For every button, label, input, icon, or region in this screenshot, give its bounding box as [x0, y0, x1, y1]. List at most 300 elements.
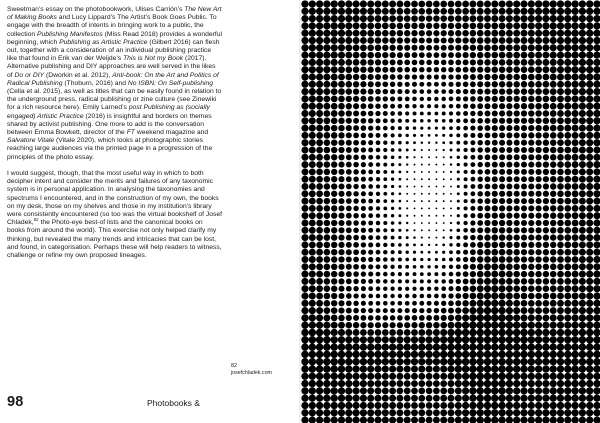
halftone-dot [464, 177, 468, 181]
halftone-dot [433, 1, 440, 8]
halftone-dot [361, 125, 367, 131]
halftone-dot [564, 227, 571, 234]
halftone-dot [352, 416, 359, 423]
halftone-dot [309, 66, 316, 73]
halftone-dot [456, 126, 460, 130]
halftone-dot [579, 190, 586, 197]
halftone-dot [324, 132, 331, 139]
halftone-dot [360, 402, 367, 409]
halftone-dot [586, 15, 593, 22]
halftone-dot [572, 220, 579, 227]
halftone-dot [579, 183, 586, 190]
halftone-dot [470, 52, 476, 58]
halftone-dot [361, 294, 366, 299]
halftone-dot [316, 242, 323, 249]
halftone-dot [382, 387, 389, 394]
halftone-dot [412, 89, 417, 94]
halftone-dot [323, 402, 330, 409]
halftone-dot [455, 409, 462, 416]
halftone-dot [396, 336, 403, 343]
halftone-dot [579, 263, 586, 270]
halftone-dot [419, 52, 425, 58]
halftone-dot [368, 199, 373, 204]
halftone-dot [484, 205, 490, 211]
halftone-dot [418, 343, 425, 350]
halftone-dot [360, 81, 366, 87]
halftone-dot [528, 191, 534, 197]
halftone-dot [301, 241, 308, 248]
halftone-dot [316, 117, 323, 124]
halftone-dot [382, 358, 389, 365]
halftone-dot [331, 205, 337, 211]
halftone-dot [550, 205, 556, 211]
halftone-dot [462, 37, 468, 43]
halftone-dot [564, 198, 571, 205]
halftone-dot [485, 140, 491, 146]
halftone-dot [593, 95, 600, 102]
halftone-dot [550, 358, 557, 365]
halftone-dot [367, 52, 374, 59]
halftone-dot [434, 60, 440, 66]
halftone-dot [521, 169, 527, 175]
halftone-dot [528, 285, 534, 291]
halftone-dot [593, 336, 600, 343]
halftone-dot [543, 300, 550, 307]
halftone-dot [405, 250, 408, 253]
halftone-dot [376, 221, 380, 225]
halftone-dot [520, 395, 527, 402]
halftone-dot [514, 213, 520, 219]
halftone-dot [499, 242, 506, 249]
halftone-dot [338, 59, 345, 66]
halftone-dot [330, 343, 338, 351]
halftone-dot [390, 287, 394, 291]
halftone-dot [469, 409, 476, 416]
halftone-dot [324, 285, 331, 292]
halftone-dot [339, 293, 345, 299]
halftone-dot [323, 395, 330, 402]
halftone-dot [557, 402, 564, 409]
halftone-dot [571, 402, 578, 409]
halftone-dot [542, 387, 549, 394]
halftone-dot [398, 119, 402, 123]
halftone-dot [391, 192, 394, 195]
halftone-dot [418, 336, 425, 343]
halftone-dot [338, 271, 344, 277]
halftone-dot [564, 234, 571, 241]
halftone-dot [448, 8, 455, 15]
halftone-dot [323, 343, 331, 351]
halftone-dot [506, 66, 513, 73]
text-run: weekend magazine and [134, 129, 209, 137]
halftone-dot [470, 148, 475, 153]
halftone-dot [477, 37, 484, 44]
halftone-dot [564, 154, 571, 161]
halftone-dot [572, 176, 579, 183]
halftone-dot [513, 351, 521, 359]
halftone-dot [338, 110, 344, 116]
halftone-dot [435, 251, 438, 254]
halftone-dot [520, 402, 527, 409]
halftone-dot [521, 44, 528, 51]
halftone-dot [593, 307, 600, 314]
halftone-dot [426, 37, 432, 43]
halftone-dot [399, 178, 402, 181]
halftone-dot [360, 74, 366, 80]
halftone-dot [528, 293, 535, 300]
halftone-dot [353, 206, 358, 211]
halftone-dot [593, 8, 600, 15]
halftone-dot [492, 125, 498, 131]
halftone-dot [528, 74, 535, 81]
halftone-dot [338, 329, 345, 336]
halftone-dot [309, 88, 316, 95]
halftone-dot [579, 351, 587, 359]
halftone-dot [586, 30, 593, 37]
halftone-dot [331, 234, 337, 240]
halftone-dot [346, 286, 352, 292]
halftone-dot [338, 37, 345, 44]
halftone-dot [397, 59, 403, 65]
halftone-dot [301, 44, 308, 51]
halftone-dot [421, 244, 424, 247]
halftone-dot [309, 220, 316, 227]
halftone-dot [338, 242, 344, 248]
halftone-dot [331, 176, 337, 182]
halftone-dot [368, 191, 373, 196]
halftone-dot [579, 66, 586, 73]
halftone-dot [491, 394, 498, 401]
halftone-dot [345, 59, 352, 66]
halftone-dot [550, 37, 557, 44]
halftone-dot [442, 104, 446, 108]
halftone-dot [309, 358, 317, 366]
halftone-dot [462, 373, 469, 380]
halftone-dot [535, 37, 542, 44]
halftone-dot [506, 321, 514, 329]
halftone-dot [398, 287, 402, 291]
halftone-dot [331, 139, 337, 145]
halftone-dot [491, 292, 498, 299]
halftone-dot [361, 184, 366, 189]
halftone-dot [535, 103, 541, 109]
halftone-dot [396, 387, 403, 394]
halftone-dot [316, 322, 323, 329]
halftone-dot [412, 60, 418, 66]
halftone-dot [338, 74, 345, 81]
halftone-dot [368, 301, 373, 306]
halftone-dot [316, 285, 323, 292]
halftone-dot [513, 15, 520, 22]
halftone-dot [323, 380, 330, 387]
halftone-dot [374, 336, 381, 343]
halftone-dot [521, 52, 528, 59]
halftone-dot [352, 0, 359, 7]
halftone-dot [309, 249, 316, 256]
halftone-dot [301, 329, 309, 337]
halftone-dot [404, 351, 411, 358]
halftone-dot [593, 59, 600, 66]
halftone-dot [543, 118, 550, 125]
halftone-dot [477, 409, 484, 416]
halftone-dot [345, 15, 352, 22]
halftone-dot [418, 358, 425, 365]
halftone-dot [579, 88, 586, 95]
halftone-dot [550, 15, 557, 22]
halftone-dot [476, 321, 484, 329]
halftone-dot [353, 301, 358, 306]
halftone-dot [316, 44, 323, 51]
halftone-dot [383, 177, 387, 181]
halftone-dot [564, 205, 571, 212]
halftone-dot [346, 125, 352, 131]
halftone-dot [492, 162, 498, 168]
halftone-dot [353, 264, 359, 270]
halftone-dot [324, 205, 331, 212]
halftone-dot [375, 67, 381, 73]
halftone-dot [374, 0, 381, 7]
halftone-dot [528, 329, 535, 336]
halftone-dot [593, 358, 600, 365]
halftone-dot [477, 227, 483, 233]
halftone-dot [492, 220, 498, 226]
halftone-dot [456, 89, 461, 94]
halftone-dot [476, 380, 484, 388]
halftone-dot [367, 8, 374, 15]
halftone-dot [301, 219, 308, 226]
halftone-dot [316, 409, 323, 416]
halftone-dot [528, 103, 534, 109]
halftone-dot [426, 365, 433, 372]
halftone-dot [309, 329, 317, 337]
halftone-dot [331, 402, 338, 409]
halftone-dot [418, 351, 425, 358]
halftone-dot [374, 365, 381, 372]
halftone-dot [441, 308, 447, 314]
halftone-dot [469, 329, 477, 337]
italic-title: No ISBN: On Self-publishing [127, 79, 214, 87]
halftone-dot [564, 88, 571, 95]
halftone-dot [557, 351, 564, 358]
halftone-dot [514, 140, 520, 146]
halftone-dot [543, 161, 549, 167]
halftone-dot [345, 44, 352, 51]
halftone-dot [506, 205, 512, 211]
halftone-dot [564, 95, 571, 102]
halftone-dot [375, 387, 382, 394]
halftone-dot [579, 365, 586, 372]
sidenote-url: josefchladek.com [231, 369, 272, 376]
halftone-dot [586, 351, 594, 359]
halftone-dot [433, 45, 439, 51]
halftone-dot [498, 351, 506, 359]
halftone-dot [375, 45, 382, 52]
halftone-dot [564, 336, 571, 343]
halftone-dot [535, 307, 542, 314]
halftone-dot [383, 279, 388, 284]
halftone-dot [572, 161, 579, 168]
halftone-dot [542, 0, 549, 7]
halftone-dot [316, 183, 323, 190]
halftone-dot [434, 74, 439, 79]
halftone-dot [382, 351, 389, 358]
halftone-dot [441, 89, 446, 94]
halftone-dot [391, 214, 394, 217]
halftone-dot [521, 30, 528, 37]
halftone-dot [404, 402, 411, 409]
halftone-dot [383, 308, 388, 313]
halftone-dot [338, 52, 345, 59]
halftone-dot [586, 205, 593, 212]
halftone-dot [586, 103, 593, 110]
halftone-dot [419, 82, 424, 87]
halftone-dot [427, 287, 431, 291]
halftone-dot [353, 184, 358, 189]
text-run: the Photo-eye best-of lists and the canonical books on books from around the world). This exercise not only helped clarify my thinking, but revealed the many trends and intricacies that can be lost, and found, in categorisation. Perhaps these will help readers to witness, challenge or refine my own proposed lineages. [7, 219, 222, 260]
halftone-dot [383, 235, 387, 239]
halftone-dot [469, 314, 476, 321]
halftone-dot [426, 30, 432, 36]
halftone-dot [492, 176, 498, 182]
halftone-dot [309, 37, 316, 44]
halftone-dot [579, 256, 586, 263]
halftone-dot [528, 147, 534, 153]
halftone-dot [542, 380, 549, 387]
halftone-dot [550, 387, 557, 394]
halftone-dot [323, 387, 330, 394]
halftone-dot [338, 96, 345, 103]
halftone-dot [316, 139, 323, 146]
halftone-dot [550, 110, 557, 117]
halftone-dot [513, 30, 520, 37]
halftone-dot [492, 74, 498, 80]
halftone-dot [579, 322, 586, 329]
halftone-dot [404, 52, 410, 58]
halftone-dot [572, 205, 579, 212]
halftone-dot [331, 132, 338, 139]
halftone-dot [535, 30, 542, 37]
halftone-dot [492, 198, 498, 204]
halftone-dot [506, 110, 512, 116]
halftone-dot [550, 22, 557, 29]
halftone-dot [397, 30, 403, 36]
halftone-dot [464, 185, 468, 189]
halftone-dot [338, 66, 345, 73]
halftone-dot [513, 271, 520, 278]
halftone-dot [586, 380, 593, 387]
halftone-dot [428, 215, 430, 217]
halftone-dot [382, 45, 388, 51]
halftone-dot [543, 264, 549, 270]
halftone-dot [528, 416, 535, 423]
halftone-dot [448, 52, 454, 58]
halftone-dot [413, 156, 415, 158]
halftone-dot [528, 37, 535, 44]
halftone-dot [476, 336, 484, 344]
halftone-dot [368, 118, 373, 123]
halftone-dot [316, 161, 323, 168]
halftone-dot [572, 314, 579, 321]
halftone-dot [572, 81, 579, 88]
halftone-dot [492, 66, 498, 72]
halftone-dot [367, 409, 374, 416]
halftone-dot [406, 243, 409, 246]
halftone-dot [462, 409, 469, 416]
halftone-dot [390, 89, 395, 94]
halftone-dot [579, 125, 586, 132]
halftone-dot [557, 176, 564, 183]
halftone-dot [593, 88, 600, 95]
halftone-dot [443, 236, 445, 238]
halftone-dot [543, 74, 550, 81]
halftone-dot [521, 22, 528, 29]
halftone-dot [406, 171, 408, 173]
halftone-dot [389, 351, 396, 358]
halftone-dot [564, 59, 571, 66]
halftone-dot [368, 103, 374, 109]
halftone-dot [331, 59, 338, 66]
halftone-dot [376, 264, 381, 269]
halftone-dot [391, 236, 395, 240]
halftone-dot [435, 229, 437, 231]
halftone-dot [586, 395, 593, 402]
halftone-dot [360, 365, 367, 372]
halftone-dot [443, 229, 445, 231]
halftone-dot [499, 88, 505, 94]
halftone-dot [557, 103, 564, 110]
halftone-dot [383, 315, 389, 321]
halftone-dot [456, 141, 460, 145]
halftone-dot [586, 168, 593, 175]
halftone-dot [535, 88, 542, 95]
halftone-dot [543, 176, 549, 182]
halftone-dot [593, 66, 600, 73]
halftone-dot [593, 198, 600, 205]
halftone-dot [571, 343, 579, 351]
halftone-dot [426, 315, 432, 321]
halftone-dot [360, 89, 366, 95]
halftone-dot [398, 141, 402, 145]
halftone-dot [433, 351, 440, 358]
halftone-dot [411, 365, 418, 372]
halftone-dot [535, 343, 542, 350]
halftone-dot [557, 278, 564, 285]
halftone-dot [420, 251, 423, 254]
halftone-dot [542, 59, 549, 66]
halftone-dot [593, 292, 600, 299]
halftone-dot [506, 234, 512, 240]
halftone-dot [434, 308, 440, 314]
halftone-dot [301, 15, 308, 22]
halftone-dot [506, 81, 512, 87]
halftone-dot [593, 278, 600, 285]
halftone-dot [593, 234, 600, 241]
halftone-dot [301, 300, 308, 307]
halftone-dot [390, 315, 396, 321]
halftone-dot [455, 37, 461, 43]
halftone-dot [443, 207, 445, 209]
halftone-dot [455, 293, 461, 299]
halftone-dot [427, 294, 432, 299]
halftone-dot [506, 88, 512, 94]
halftone-dot [338, 103, 345, 110]
halftone-dot [506, 183, 512, 189]
halftone-dot [316, 387, 323, 394]
halftone-dot [449, 250, 453, 254]
halftone-dot [316, 37, 323, 44]
halftone-dot [492, 88, 498, 94]
halftone-dot [586, 66, 593, 73]
